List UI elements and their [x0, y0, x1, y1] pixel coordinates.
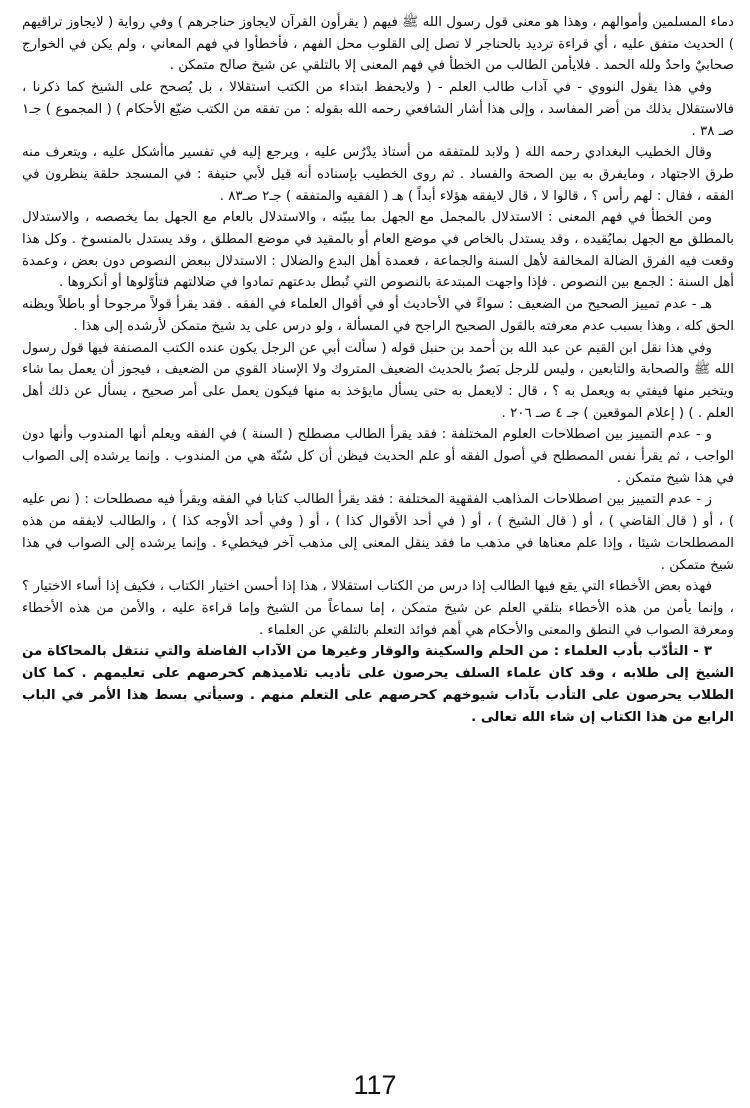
paragraph: وقال الخطيب البغدادي رحمه الله ( ولابد للمتفقه من أستاذ يدْرُس عليه ، ويرجع إليه في تفسير ماأشكل عليه ، ويتعرف منه طرق الاجتهاد ، ومايفرق به بين الصحة والفساد . ثم روى الخطيب بإسناده أنه قيل لأبي حنيفة : في المسجد حلقة ينظرون في الفقه ، فقال : لهم رأس ؟ ، قالوا لا ، قال لايفقه هؤلاء أبداً ) هـ ( الفقيه والمتفقه ) جـ٢ صـ٨٣ .	[22, 145, 734, 204]
paragraph: وفي هذا يقول النووي - في آداب طالب العلم - ( ولايحفظ ابتداء من الكتب استقلالا ، بل يُصحح على الشيخ كما ذكرنا ، فالاستقلال بذلك من أضر المفاسد ، وإلى هذا أشار الشافعي رحمه الله بقوله : من تفقه من الكتب ضيّع الأحكام ) ( المجموع ) جـ١ صـ ٣٨ .	[22, 80, 734, 139]
paragraph: وفي هذا نقل ابن القيم عن عبد الله بن أحمد بن حنبل قوله ( سألت أبي عن الرجل يكون عنده الكتب المصنفة فيها قول رسول الله ﷺ والصحابة والتابعين ، وليس للرجل بَصرٌ بالحديث الضعيف المتروك ولا الإسناد القوي من الضعيف ، فيجوز أن يعمل بما شاء ويتخير منها فيفتي به ويعمل به ؟ ، قال : لايعمل به حتى يسأل مايؤخذ به منها فيكون يعمل على أمر صحيح ، يسأل عن ذلك أهل العلم . ) ( إعلام الموقعين ) جـ ٤ صـ ٢٠٦ .	[22, 340, 734, 421]
page-number: 117	[353, 1070, 397, 1100]
paragraph: ومن الخطأ في فهم المعنى : الاستدلال بالمجمل مع الجهل بما يبيّنه ، والاستدلال بالعام مع الجهل بما يخصصه ، والاستدلال بالمطلق مع الجهل بمايُقيده ، وقد يستدل بالخاص في موضع العام أو بالمقيد في موضع المطلق ، وقد يستدل بالمنسوخ . وكل هذا وقعت فيه الفرق الضالة المخالفة لأهل السنة والجماعة ، فعمدة أهل البدع والضلال : الاستدلال ببعض النصوص دون بعض ، وعمدة أهل السنة : الجمع بين النصوص . فإذا واجهت المبتدعة بالنصوص التي تُبطل بدعتهم تمادوا في ضلالتهم فتأوّلوها أو أنكروها .	[22, 210, 734, 291]
paragraph: دماء المسلمين وأموالهم ، وهذا هو معنى قول رسول الله ﷺ فيهم ( يقرأون القرآن لايجاوز حناجرهم ) وفي رواية ( لايجاوز تراقيهم ) الحديث متفق عليه ، أي قراءة ترديد بالحناجر لا تصل إلى القلوب محل الفهم ، فأخطأوا في فهم المعاني ، ولم يكن في الخوارج صحابيٌ واحدٌ ولله الحمد . فلايأمن الطالب من الخطأ في فهم المعنى إلا بالتلقي عن شيخ صالح متمكن .	[22, 15, 734, 74]
paragraph: هـ - عدم تمييز الصحيح من الضعيف : سواءً في الأحاديث أو في أقوال العلماء في الفقه . فقد يقرأ قولاً مرجوحا أو باطلاً ويظنه الحق كله ، وهذا بسبب عدم معرفته بالقول الصحيح الراجح في المسألة ، ولو درس على يد شيخ متمكن لأرشده إلى هذا .	[22, 297, 734, 334]
paragraph: و - عدم التمييز بين اصطلاحات العلوم المختلفة : فقد يقرأ الطالب مصطلح ( السنة ) في الفقه ويعلم أنها المندوب وأنها دون الواجب ، ثم يقرأ نفس المصطلح في أصول الفقه أو علم الحديث فيظن أن كل سُنّة هي من المندوب . وإنما يرشده إلى الصواب في هذا شيخ متمكن .	[22, 427, 734, 486]
paragraph: فهذه بعض الأخطاء التي يقع فيها الطالب إذا درس من الكتاب استقلالا ، هذا إذا أحسن اختيار الكتاب ، فكيف إذا أساء الاختيار ؟ ، وإنما يأمن من هذه الأخطاء بتلقي العلم عن شيخ متمكن ، إما سماعاً من الشيخ وإما قراءة عليه ، والأمن من هذه الأخطاء ومعرفة الصواب في النطق والمعنى والأحكام هي أهم فوائد التعلم بالتلقي عن العلماء .	[22, 579, 734, 638]
paragraph: ز - عدم التمييز بين اصطلاحات المذاهب الفقهية المختلفة : فقد يقرأ الطالب كتابا في الفقه ويقرأ فيه مصطلحات : ( نص عليه ) ، أو ( قال القاضي ) ، أو ( قال الشيخ ) ، أو ( في أحد الأقوال كذا ) ، أو ( وفي أحد الأوجه كذا ) ، والطالب لايفقه من هذه المصطلحات شيئا ، وإذا علم معناها في مذهب ما فقد ينقل المعنى إلى مذهب آخر فيخطيء . وإنما يرشده إلى الصواب في هذا شيخ متمكن .	[22, 492, 734, 573]
body-text	[22, 12, 734, 728]
section-paragraph: ٣ - التأدّب بأدب العلماء : من الحلم والسكينة والوقار وغيرها من الآداب الفاضلة والتي تنتقل بالمحاكاة من الشيخ إلى طلابه ، وقد كان علماء السلف يحرصون على تأديب تلاميذهم كحرصهم على تعليمهم . كما كان الطلاب يحرصون على التأدب بآداب شيوخهم كحرصهم على التعلم منهم . وسيأتي بسط هذا الأمر في الباب الرابع من هذا الكتاب إن شاء الله تعالى .	[22, 644, 734, 725]
